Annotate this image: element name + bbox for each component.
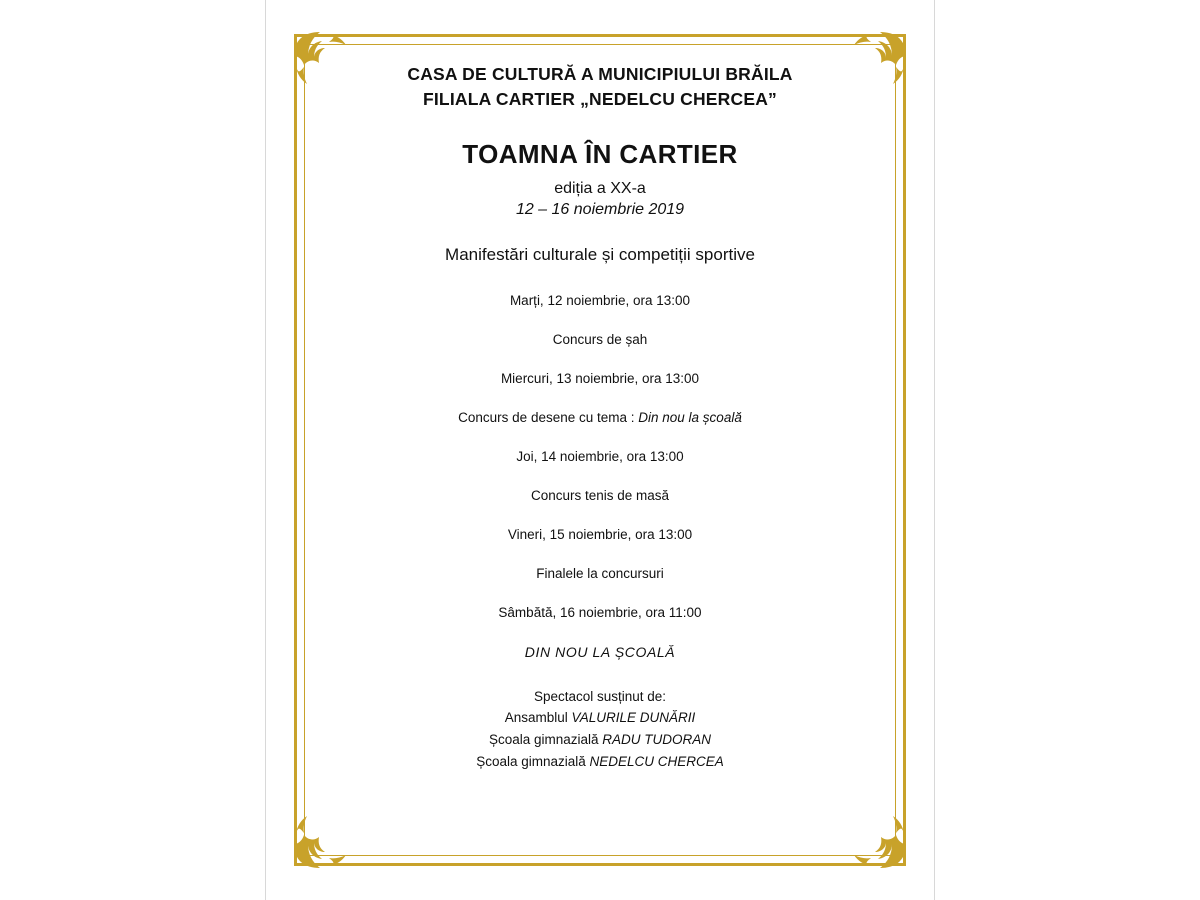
poster-sheet <box>265 0 935 900</box>
credits-line-2 <box>322 729 878 751</box>
schedule-what-3 <box>322 488 878 503</box>
schedule-when-3: Joi, 14 noiembrie, ora 13:00 <box>516 448 684 464</box>
credits-line-1-prefix: Ansamblul <box>504 710 572 726</box>
corner-flourish-icon <box>288 802 360 874</box>
poster-content <box>322 62 878 772</box>
credits-intro: Spectacol susținut de: <box>533 688 667 704</box>
poster-edition: ediția a XX-a <box>554 179 646 197</box>
schedule-when-5: Sâmbătă, 16 noiembrie, ora 11:00 <box>498 604 702 620</box>
schedule-what-3-text: Concurs tenis de masă <box>530 487 670 503</box>
credits-line-1-name: VALURILE DUNĂRII <box>571 710 696 726</box>
schedule-what-2-text: Concurs de desene cu tema : <box>458 409 639 425</box>
schedule-when-2: Miercuri, 13 noiembrie, ora 13:00 <box>500 370 700 386</box>
credits-line-2-prefix: Școala gimnazială <box>488 731 603 747</box>
credits-line-3 <box>322 751 878 773</box>
schedule-when-1: Marți, 12 noiembrie, ora 13:00 <box>509 292 691 308</box>
schedule-when-4: Vineri, 15 noiembrie, ora 13:00 <box>507 526 693 542</box>
poster-subtitle: Manifestări culturale și competiții sportive <box>445 244 755 264</box>
credits-line-3-prefix: Școala gimnazială <box>476 753 590 769</box>
poster-title: TOAMNA ÎN CARTIER <box>462 138 738 169</box>
credits-line-1 <box>322 707 878 729</box>
credits-line-2-name: RADU TUDORAN <box>602 731 712 747</box>
poster-dates: 12 – 16 noiembrie 2019 <box>515 200 685 218</box>
schedule-what-1-text: Concurs de șah <box>552 331 648 347</box>
schedule-what-1 <box>322 332 878 347</box>
schedule-what-2 <box>322 410 878 425</box>
organizer-line-2: FILIALA CARTIER „NEDELCU CHERCEA” <box>422 89 777 110</box>
credits-line-3-name: NEDELCU CHERCEA <box>589 753 724 769</box>
poster-highlight: DIN NOU LA ȘCOALĂ <box>524 643 676 660</box>
schedule-what-4 <box>322 566 878 581</box>
schedule-what-4-text: Finalele la concursuri <box>536 565 664 581</box>
organizer-line-1: CASA DE CULTURĂ A MUNICIPIULUI BRĂILA <box>407 64 793 84</box>
corner-flourish-icon <box>840 802 912 874</box>
schedule-what-2-theme: Din nou la școală <box>638 409 742 425</box>
